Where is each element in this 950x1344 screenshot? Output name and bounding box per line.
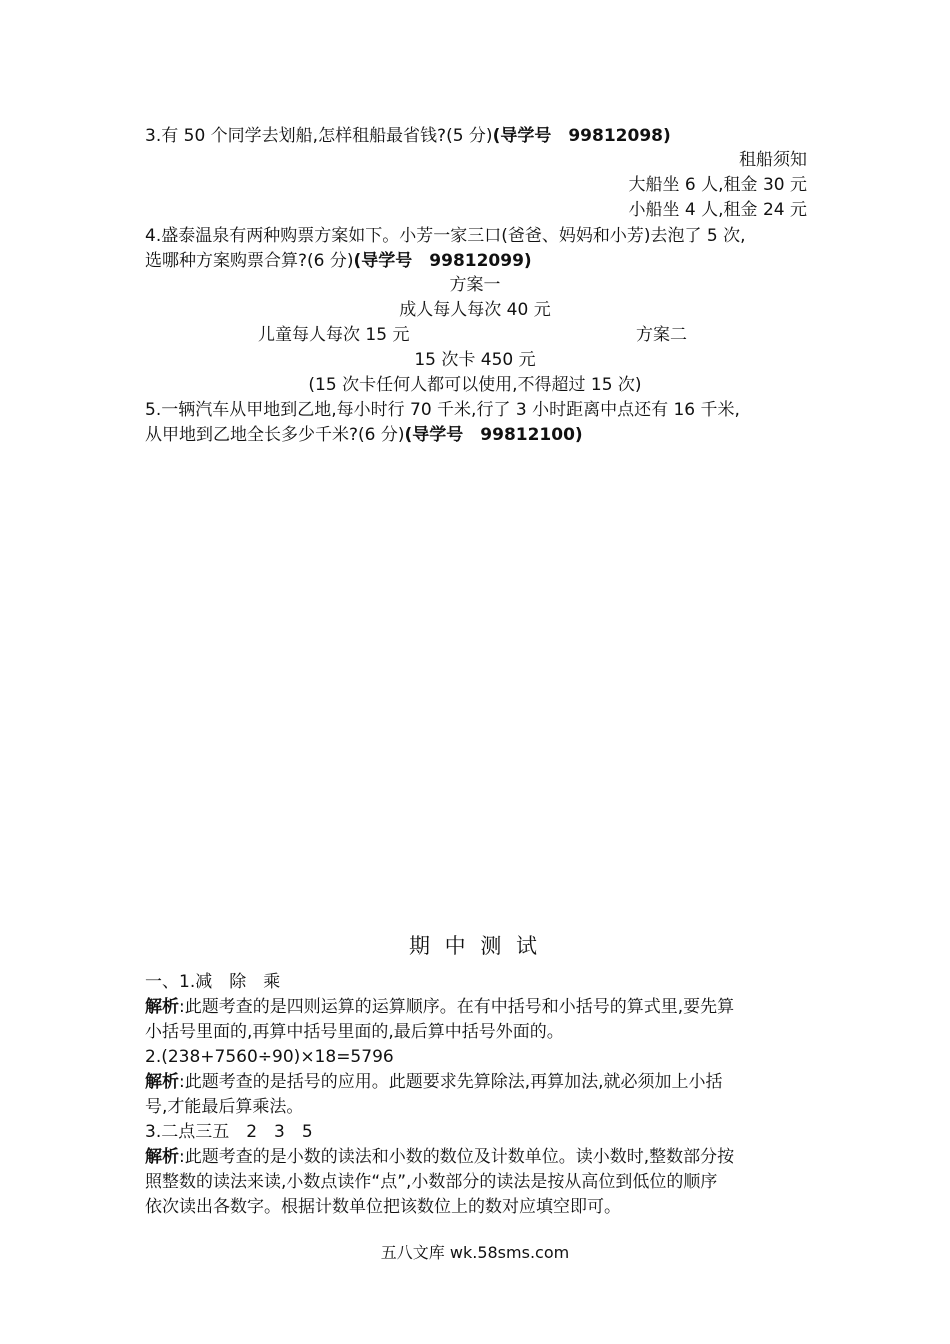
q3-big-boat: 大船坐 6 人,租金 30 元	[628, 175, 807, 195]
q3-notice-title: 租船须知	[739, 150, 807, 170]
plan2-note: (15 次卡任何人都可以使用,不得超过 15 次)	[308, 375, 642, 395]
q5-line-1: 5.一辆汽车从甲地到乙地,每小时行 70 千米,行了 3 小时距离中点还有 16 千米,	[145, 400, 740, 420]
q4-line-1: 4.盛泰温泉有两种购票方案如下。小芳一家三口(爸爸、妈妈和小芳)去泡了 5 次,	[145, 226, 746, 246]
q3-line	[145, 124, 671, 148]
answer-1: 一、1.减 除 乘	[145, 972, 281, 992]
explanation-3-text: :此题考查的是小数的读法和小数的数位及计数单位。读小数时,整数部分按	[179, 1147, 735, 1167]
explanation-3-line-1	[145, 1145, 734, 1169]
plan2-card: 15 次卡 450 元	[414, 350, 536, 370]
explanation-3-line-2: 照整数的读法来读,小数点读作“点”,小数部分的读法是按从高位到低位的顺序	[145, 1172, 718, 1192]
page-footer: 五八文库 wk.58sms.com	[380, 1243, 570, 1262]
explanation-label: 解析	[145, 997, 179, 1017]
explanation-2-line-2: 号,才能最后算乘法。	[145, 1097, 304, 1117]
explanation-1-line-2: 小括号里面的,再算中括号里面的,最后算中括号外面的。	[145, 1022, 564, 1042]
answer-2: 2.(238+7560÷90)×18=5796	[145, 1047, 394, 1067]
explanation-1-line-1	[145, 995, 734, 1019]
q3-ref: (导学号 99812098)	[492, 126, 671, 146]
q3-small-boat: 小船坐 4 人,租金 24 元	[628, 200, 807, 220]
explanation-3-line-3: 依次读出各数字。根据计数单位把该数位上的数对应填空即可。	[145, 1197, 621, 1217]
plan1-child: 儿童每人每次 15 元	[258, 325, 410, 345]
plan1-title: 方案一	[449, 275, 501, 295]
q3-text: 3.有 50 个同学去划船,怎样租船最省钱?(5 分)	[145, 126, 493, 146]
q4-text: 选哪种方案购票合算?(6 分)	[145, 251, 354, 271]
section-title: 期 中 测 试	[408, 934, 542, 958]
q5-text: 从甲地到乙地全长多少千米?(6 分)	[145, 425, 405, 445]
q4-line-2	[145, 249, 532, 273]
answer-3: 3.二点三五 2 3 5	[145, 1122, 313, 1142]
plan2-title: 方案二	[636, 325, 687, 345]
q5-line-2	[145, 423, 583, 447]
explanation-2-text: :此题考查的是括号的应用。此题要求先算除法,再算加法,就必须加上小括	[179, 1072, 723, 1092]
explanation-1-text: :此题考查的是四则运算的运算顺序。在有中括号和小括号的算式里,要先算	[179, 997, 735, 1017]
q5-ref: (导学号 99812100)	[404, 425, 583, 445]
q4-ref: (导学号 99812099)	[353, 251, 532, 271]
explanation-label: 解析	[145, 1072, 179, 1092]
explanation-label: 解析	[145, 1147, 179, 1167]
explanation-2-line-1	[145, 1070, 723, 1094]
plan1-adult: 成人每人每次 40 元	[399, 300, 551, 320]
